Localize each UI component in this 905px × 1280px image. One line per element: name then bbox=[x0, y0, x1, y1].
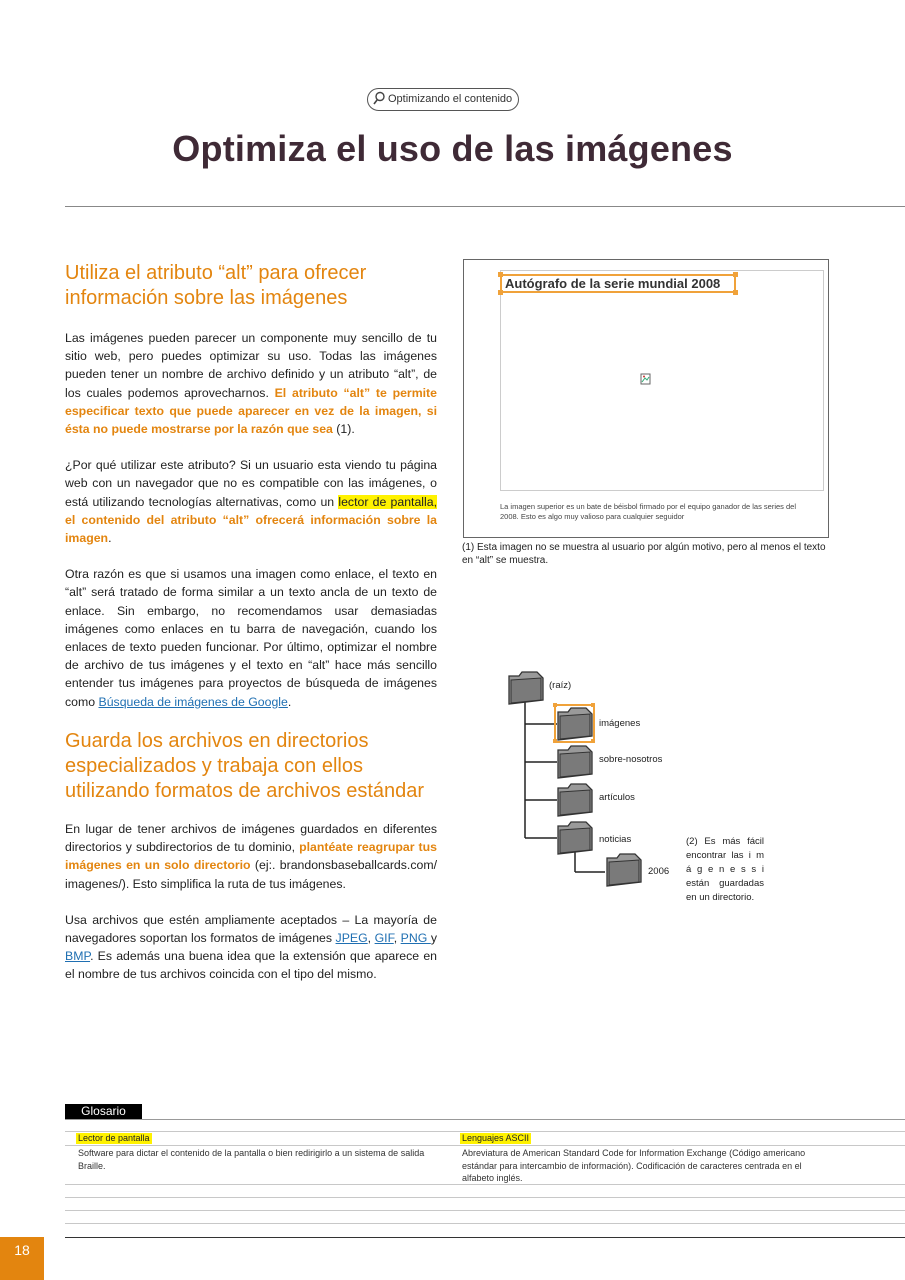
image-placeholder-frame bbox=[500, 270, 824, 491]
selection-handle bbox=[498, 290, 503, 295]
magnifier-icon bbox=[373, 91, 386, 106]
glossary-row-line bbox=[65, 1145, 905, 1146]
selection-handle bbox=[733, 272, 738, 277]
paragraph-directories bbox=[65, 820, 437, 893]
paragraph-formats bbox=[65, 911, 437, 984]
section-heading-directories: Guarda los archivos en directorios especializados y trabaja con ellos utilizando formatos de archivos estándar bbox=[65, 730, 425, 802]
paragraph-alt-links bbox=[65, 565, 437, 711]
emphasis-text: El atributo “alt” te permite especificar texto que puede aparecer en vez de la imagen, si ésta no puede mostrarse por la razón que sea bbox=[65, 385, 437, 437]
emphasis-text: el contenido del atributo “alt” ofrecerá información sobre la imagen bbox=[65, 512, 437, 546]
glossary-term-ascii: Lenguajes ASCII bbox=[462, 1133, 530, 1143]
selection-handle bbox=[498, 272, 503, 277]
folder-icon-articles bbox=[558, 784, 592, 816]
folder-icon-about bbox=[558, 746, 592, 778]
image-caption: La imagen superior es un bate de béisbol firmado por el equipo ganador de las series del 2008. Esto es algo muy valioso para cualquier seguidor bbox=[500, 502, 797, 521]
text-run: (ej:. brandonsbaseballcards.com/ imagenes/). Esto simplifica la ruta de tus imágenes. bbox=[65, 858, 437, 891]
emphasis-text: plantéate reagrupar tus imágenes en un solo directorio bbox=[65, 840, 437, 873]
highlighted-term: lector de pantalla, bbox=[338, 494, 438, 509]
figure1-caption: (1) Esta imagen no se muestra al usuario por algún motivo, pero al menos el texto en “alt” se muestra. bbox=[462, 542, 826, 566]
alt-text: Autógrafo de la serie mundial 2008 bbox=[505, 276, 721, 291]
directory-tree-figure bbox=[505, 666, 685, 892]
text-run: Usa archivos que estén ampliamente aceptados – La mayoría de navegadores soportan los formatos de imágenes bbox=[65, 912, 437, 946]
text-run: Otra razón es que si usamos una imagen como enlace, el texto en “alt” será tratado de forma similar a un texto ancla de un texto de enlace. Sin embargo, no recomendamos usar demasiadas imágenes como enlaces en tu barra de navegación, cuando los enlaces de texto pueden funcionar. Por último, optimizar el nombre de archivo de tus imágenes y el texto en “alt” hace más sencillo entender tus imágenes para proyectos de búsqueda de imágenes como bbox=[65, 567, 437, 709]
glossary-row-line bbox=[65, 1210, 905, 1211]
folder-icon-root bbox=[509, 672, 543, 704]
text-run: . bbox=[108, 531, 112, 546]
text-run: . Es además una buena idea que la extensión que aparece en el nombre de tus archivos coincida con el tipo del mismo. bbox=[65, 949, 437, 982]
png-link[interactable]: PNG bbox=[400, 931, 431, 946]
selection-handle bbox=[733, 290, 738, 295]
tree-label-news: noticias bbox=[599, 834, 632, 845]
section-heading-alt: Utiliza el atributo “alt” para ofrecer información sobre las imágenes bbox=[65, 262, 367, 309]
folder-icon-news bbox=[558, 822, 592, 854]
section-directories bbox=[65, 729, 437, 984]
tree-label-images: imágenes bbox=[599, 718, 641, 729]
folder-icon-images bbox=[553, 703, 595, 743]
figure-alt-example bbox=[463, 259, 829, 538]
folder-icon-2006 bbox=[607, 854, 641, 886]
glossary-row-line bbox=[65, 1131, 905, 1132]
alt-text-box bbox=[500, 274, 736, 293]
text-run: (1). bbox=[332, 422, 355, 437]
tree-connectors bbox=[505, 666, 685, 892]
section-chip bbox=[367, 88, 519, 111]
glossary-row-line bbox=[65, 1223, 905, 1224]
glossary-term-screen-reader: Lector de pantalla bbox=[78, 1133, 150, 1143]
text-run: . bbox=[287, 694, 292, 709]
page-title: Optimiza el uso de las imágenes bbox=[172, 128, 733, 169]
text-run: y bbox=[430, 931, 437, 946]
section-alt-attribute bbox=[65, 261, 437, 711]
gif-link[interactable]: GIF bbox=[374, 931, 394, 946]
glossary-tab: Glosario bbox=[65, 1104, 142, 1119]
title-divider bbox=[65, 206, 905, 207]
tree-label-about: sobre-nosotros bbox=[599, 754, 663, 765]
text-run: , bbox=[367, 931, 375, 946]
text-run: , bbox=[393, 931, 401, 946]
broken-image-icon bbox=[640, 373, 652, 385]
tree-label-2006: 2006 bbox=[648, 866, 670, 877]
glossary-divider bbox=[65, 1119, 905, 1120]
figure2-caption: (2) Es más fácil encontrar las i m á g e n e s s i están guardadas en un directorio. bbox=[686, 836, 764, 903]
page-number: 18 bbox=[0, 1237, 44, 1280]
glossary-def-screen-reader: Software para dictar el contenido de la pantalla o bien redirigirlo a un sistema de salida Braille. bbox=[78, 1148, 425, 1171]
text-run: En lugar de tener archivos de imágenes guardados en diferentes directorios y subdirectorios de tu dominio, bbox=[65, 822, 437, 855]
google-images-link[interactable]: Búsqueda de imágenes de Google bbox=[98, 694, 288, 709]
paragraph-alt-intro bbox=[65, 329, 437, 438]
tree-label-articles: artículos bbox=[599, 792, 635, 803]
glossary-def-ascii: Abreviatura de American Standard Code for Information Exchange (Código americano estándar para intercambio de información). Codificación de caracteres centrada en el alfabeto inglés. bbox=[462, 1148, 806, 1183]
tree-label-root: (raíz) bbox=[549, 680, 572, 691]
jpeg-link[interactable]: JPEG bbox=[335, 931, 368, 946]
bmp-link[interactable]: BMP bbox=[65, 949, 91, 964]
chip-label: Optimizando el contenido bbox=[388, 93, 513, 105]
glossary-bottom-rule bbox=[65, 1237, 905, 1238]
text-run: ¿Por qué utilizar este atributo? Si un usuario esta viendo tu página web con un navegador que no es compatible con las imágenes, o está utilizando tecnologías alternativas, como un bbox=[65, 458, 437, 509]
text-run: Las imágenes pueden parecer un componente muy sencillo de tu sitio web, pero puedes optimizar su uso. Todas las imágenes pueden tener un nombre de archivo definido y un atributo “alt”, de los cuales podemos aprovecharnos. bbox=[65, 331, 437, 400]
glossary-row-line bbox=[65, 1197, 905, 1198]
paragraph-alt-why bbox=[65, 456, 437, 547]
